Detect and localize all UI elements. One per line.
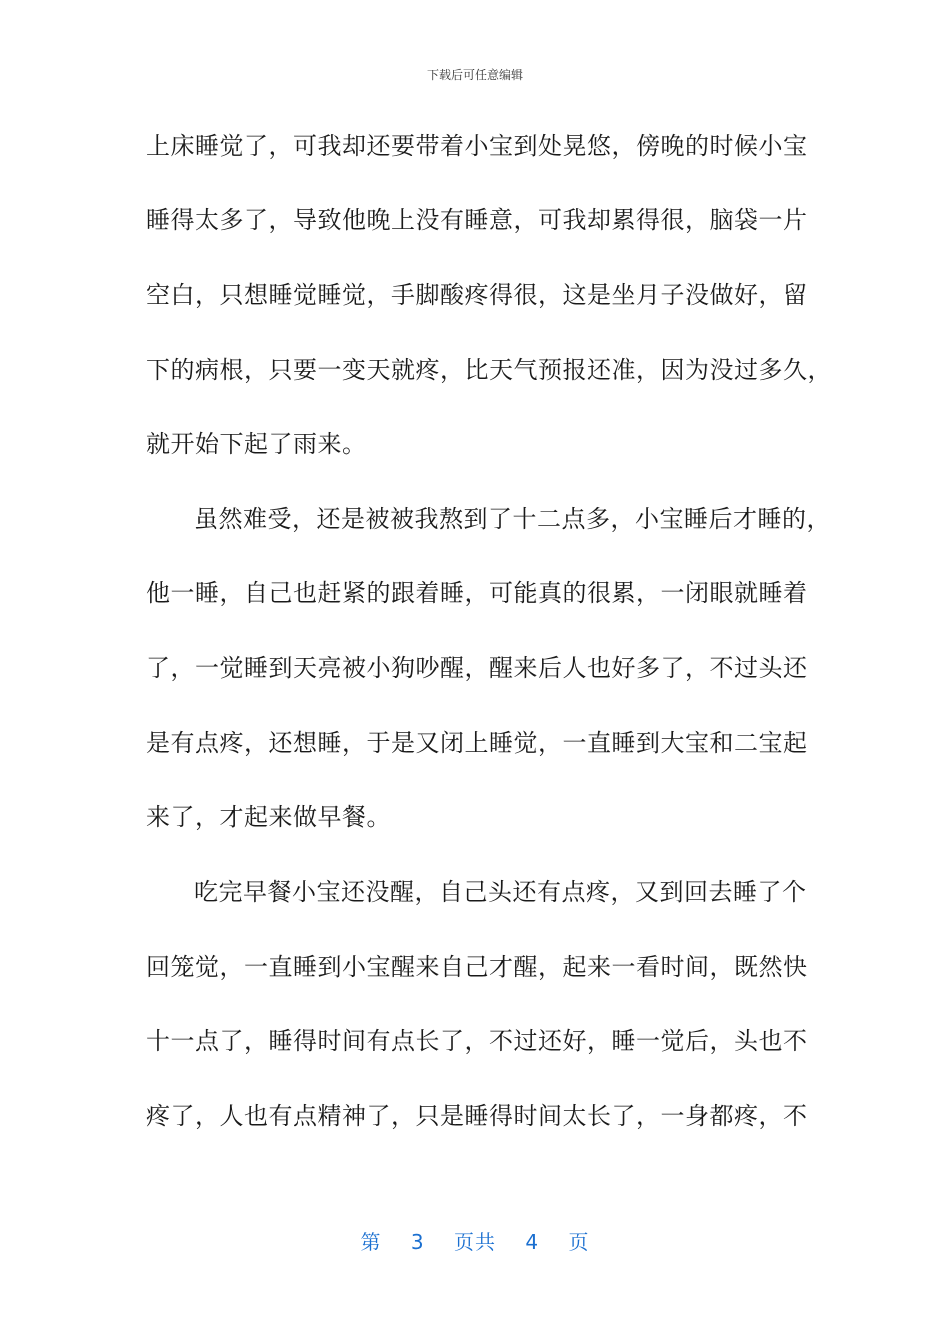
text-line: 回笼觉，一直睡到小宝醒来自己才醒，起来一看时间，既然快	[146, 953, 808, 981]
text-line: 上床睡觉了，可我却还要带着小宝到处晃悠，傍晚的时候小宝	[146, 132, 808, 160]
page-label-mid: 页共	[454, 1230, 496, 1254]
paragraph-start-line: 吃完早餐小宝还没醒，自己头还有点疼，又到回去睡了个	[194, 878, 807, 906]
current-page-number: 3	[410, 1230, 425, 1254]
text-line: 疼了，人也有点精神了，只是睡得时间太长了，一身都疼，不	[146, 1102, 808, 1130]
text-line: 空白，只想睡觉睡觉，手脚酸疼得很，这是坐月子没做好，留	[146, 281, 808, 309]
paragraph-start-line: 虽然难受，还是被被我熬到了十二点多，小宝睡后才睡的，	[194, 505, 831, 533]
text-line: 了，一觉睡到天亮被小狗吵醒，醒来后人也好多了，不过头还	[146, 654, 808, 682]
text-line: 就开始下起了雨来。	[146, 430, 367, 458]
total-pages-number: 4	[525, 1230, 540, 1254]
text-line: 十一点了，睡得时间有点长了，不过还好，睡一觉后，头也不	[146, 1027, 808, 1055]
page-label-suffix: 页	[568, 1230, 590, 1254]
text-line: 他一睡，自己也赶紧的跟着睡，可能真的很累，一闭眼就睡着	[146, 579, 808, 607]
page-header: 下载后可任意编辑	[426, 68, 523, 82]
text-line: 是有点疼，还想睡，于是又闭上睡觉，一直睡到大宝和二宝起	[146, 729, 808, 757]
text-line: 睡得太多了，导致他晚上没有睡意，可我却累得很，脑袋一片	[146, 206, 808, 234]
text-line: 来了，才起来做早餐。	[146, 803, 391, 831]
text-line: 下的病根，只要一变天就疼，比天气预报还准，因为没过多久，	[146, 356, 832, 384]
page-footer	[0, 1226, 950, 1255]
page-label-prefix: 第	[360, 1230, 382, 1254]
